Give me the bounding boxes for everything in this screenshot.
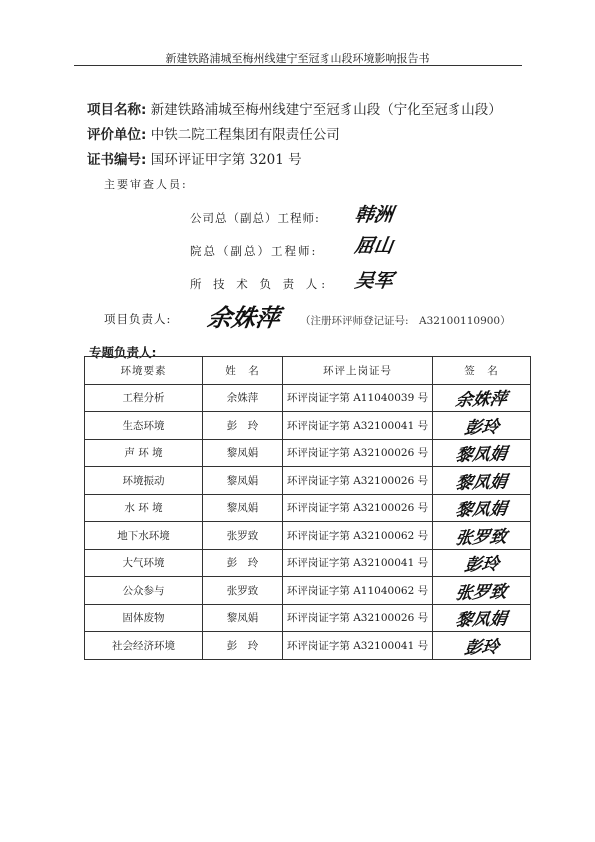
project-name-value: 新建铁路浦城至梅州线建宁至冠豸山段（宁化至冠豸山段） (150, 102, 502, 118)
handwritten-signature: 黎凤娟 (454, 499, 509, 522)
cell-cert: 环评岗证字第 A11040039 号 (283, 384, 433, 412)
eval-unit-value: 中铁二院工程集团有限责任公司 (150, 127, 340, 143)
role-company-engineer: 公司总（副总）工程师: (190, 211, 320, 225)
reviewers-label: 主要审查人员: (104, 178, 188, 191)
cell-name: 彭 玲 (203, 632, 283, 660)
cell-cert: 环评岗证字第 A32100041 号 (283, 632, 433, 660)
project-leader-label: 项目负责人: (104, 312, 172, 326)
table-row (85, 632, 531, 660)
cell-cert: 环评岗证字第 A32100026 号 (283, 604, 433, 632)
role-institute-engineer: 院总（副总）工程师: (190, 244, 318, 258)
handwritten-signature: 黎凤娟 (454, 471, 509, 494)
cell-signature (433, 522, 531, 550)
cell-name: 黎凤娟 (203, 604, 283, 632)
header-rule (74, 65, 522, 66)
table-row (85, 412, 531, 440)
cert-value: 国环评证甲字第 3201 号 (150, 152, 302, 168)
cell-element: 地下水环境 (85, 522, 203, 550)
cell-name: 黎凤娟 (203, 467, 283, 495)
cert-key: 证书编号: (87, 152, 147, 168)
handwritten-signature: 黎凤娟 (454, 609, 509, 632)
handwritten-signature: 余姝萍 (454, 389, 509, 412)
table-row (85, 604, 531, 632)
eval-unit-row (87, 123, 340, 143)
cell-element: 大气环境 (85, 549, 203, 577)
cell-signature (433, 494, 531, 522)
header-cert: 环评上岗证号 (283, 357, 433, 385)
cell-cert: 环评岗证字第 A32100026 号 (283, 439, 433, 467)
signature-institute-engineer: 屈山 (353, 235, 395, 257)
cell-name: 黎凤娟 (203, 439, 283, 467)
cell-cert: 环评岗证字第 A32100062 号 (283, 522, 433, 550)
cell-signature (433, 439, 531, 467)
cert-row (87, 148, 302, 168)
topic-leaders-title: 专题负责人: (89, 345, 157, 360)
handwritten-signature: 彭玲 (462, 554, 500, 576)
page-header-title: 新建铁路浦城至梅州线建宁至冠豸山段环境影响报告书 (165, 52, 430, 65)
cell-name: 张罗致 (203, 522, 283, 550)
cell-element: 生态环境 (85, 412, 203, 440)
header-element: 环境要素 (85, 357, 203, 385)
table-row (85, 577, 531, 605)
cell-signature (433, 549, 531, 577)
cell-element: 固体废物 (85, 604, 203, 632)
cell-element: 水 环 境 (85, 494, 203, 522)
project-name-key: 项目名称: (87, 102, 147, 118)
cell-signature (433, 577, 531, 605)
signature-tech-lead: 吴军 (353, 270, 395, 292)
handwritten-signature: 彭玲 (462, 417, 500, 439)
table-row (85, 522, 531, 550)
cell-name: 彭 玲 (203, 412, 283, 440)
cell-cert: 环评岗证字第 A32100026 号 (283, 467, 433, 495)
signature-company-engineer: 韩洲 (353, 204, 395, 226)
header-name: 姓 名 (203, 357, 283, 385)
cell-signature (433, 412, 531, 440)
project-name-row (87, 98, 502, 118)
registration-cert-number: （注册环评师登记证号: A32100110900） (300, 315, 511, 327)
role-tech-lead: 所 技 术 负 责 人: (190, 277, 330, 291)
cell-signature (433, 604, 531, 632)
handwritten-signature: 黎凤娟 (454, 444, 509, 467)
cell-element: 声 环 境 (85, 439, 203, 467)
cell-name: 张罗致 (203, 577, 283, 605)
cell-cert: 环评岗证字第 A32100041 号 (283, 549, 433, 577)
cell-element: 环境振动 (85, 467, 203, 495)
table-row (85, 439, 531, 467)
cell-element: 公众参与 (85, 577, 203, 605)
cell-element: 工程分析 (85, 384, 203, 412)
topic-leaders-table (84, 356, 531, 660)
table-row (85, 467, 531, 495)
cell-cert: 环评岗证字第 A32100026 号 (283, 494, 433, 522)
table-header-row (85, 357, 531, 385)
header-signature: 签 名 (433, 357, 531, 385)
cell-signature (433, 632, 531, 660)
cell-name: 黎凤娟 (203, 494, 283, 522)
cell-signature (433, 467, 531, 495)
handwritten-signature: 张罗致 (454, 581, 509, 604)
table-row (85, 384, 531, 412)
cell-name: 余姝萍 (203, 384, 283, 412)
handwritten-signature: 张罗致 (454, 526, 509, 549)
cell-cert: 环评岗证字第 A32100041 号 (283, 412, 433, 440)
cell-element: 社会经济环境 (85, 632, 203, 660)
cell-cert: 环评岗证字第 A11040062 号 (283, 577, 433, 605)
eval-unit-key: 评价单位: (87, 127, 147, 143)
signature-project-leader: 余姝萍 (205, 303, 282, 332)
table-row (85, 549, 531, 577)
cell-signature (433, 384, 531, 412)
cell-name: 彭 玲 (203, 549, 283, 577)
handwritten-signature: 彭玲 (462, 637, 500, 659)
table-row (85, 494, 531, 522)
